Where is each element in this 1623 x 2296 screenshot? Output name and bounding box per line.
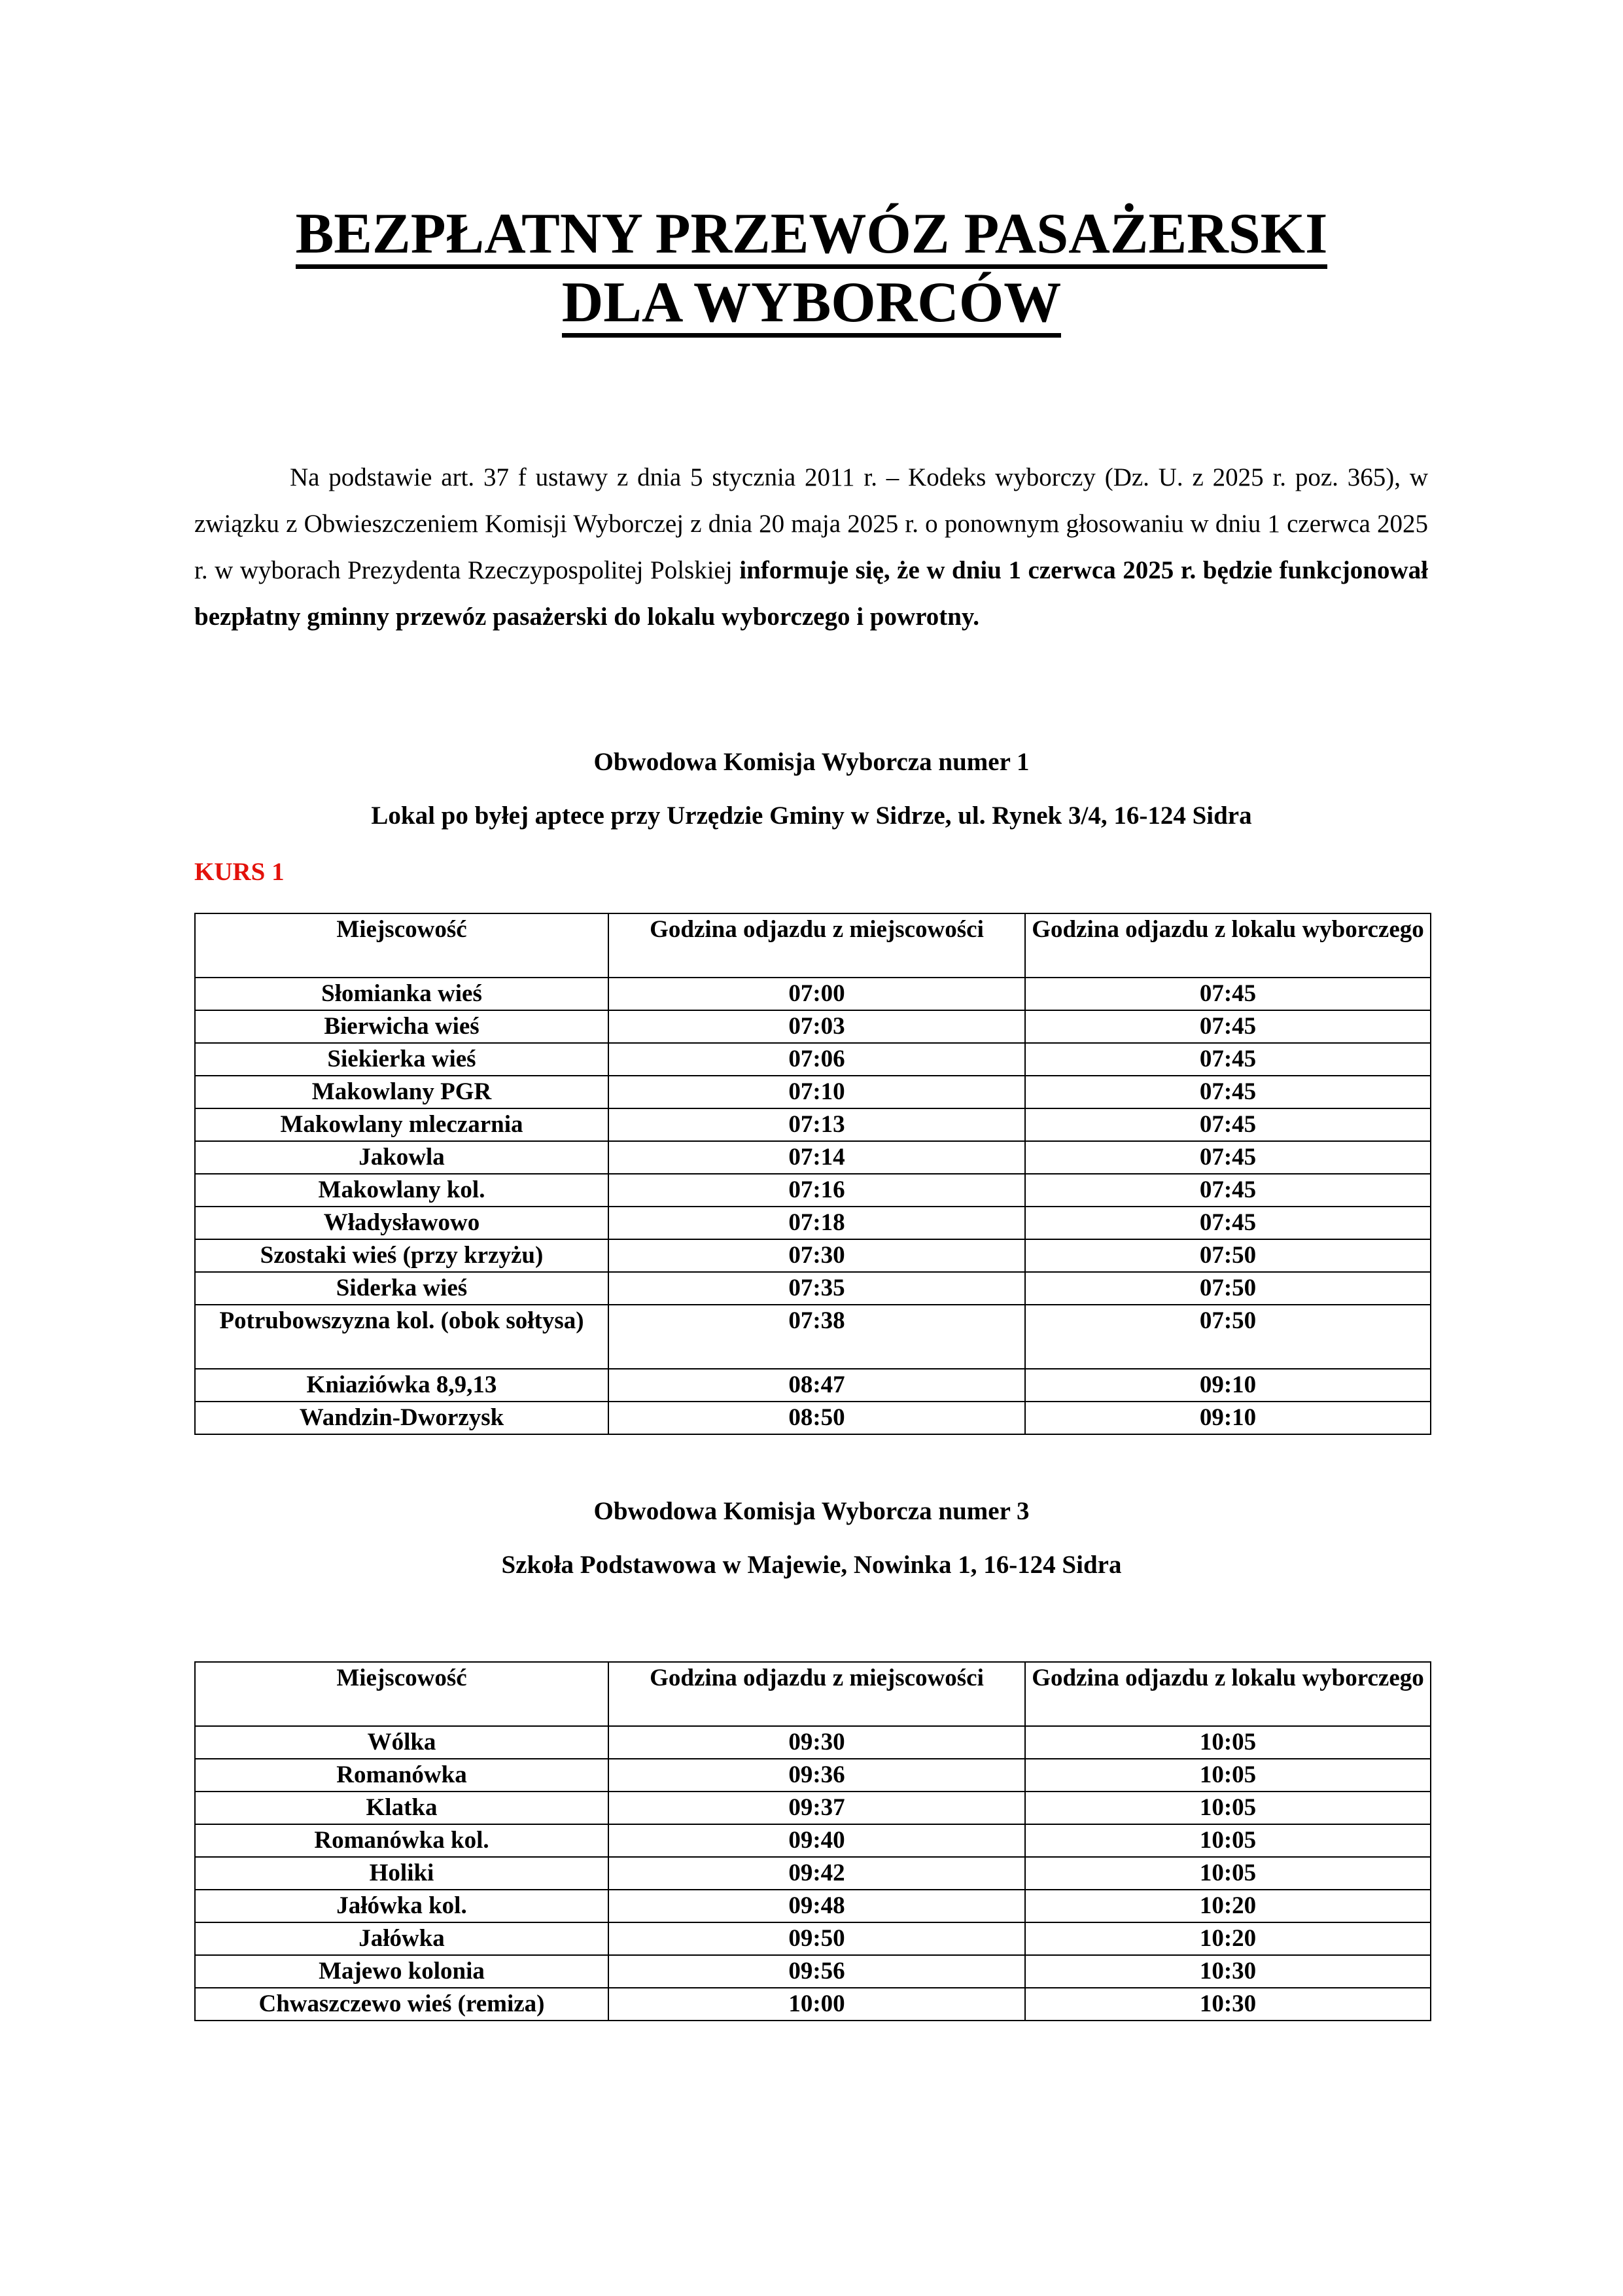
table-row xyxy=(195,1792,1431,1824)
column-header-return: Godzina odjazdu z lokalu wyborczego xyxy=(1025,913,1431,978)
cell-departure-time: 07:00 xyxy=(608,978,1025,1010)
cell-departure-time: 07:16 xyxy=(608,1174,1025,1207)
table-row xyxy=(195,1272,1431,1305)
cell-return-time: 10:30 xyxy=(1025,1988,1431,2021)
intro-text: Na podstawie art. 37 f ustawy z dnia 5 stycznia 2011 r. – Kodeks wyborczy (Dz. U. z 2025 r. poz. 365), w związku z Obwieszczeniem Komisji Wyborczej z dnia 20 maja 2025 r. o ponownym głosowaniu w dniu 1 czerwca 2025 r. w wyborach Prezydenta Rzeczypospolitej Polskiej xyxy=(194,463,1428,584)
table-row xyxy=(195,1922,1431,1955)
cell-return-time: 07:45 xyxy=(1025,1010,1431,1043)
cell-place: Romanówka kol. xyxy=(195,1824,608,1857)
cell-place: Siekierka wieś xyxy=(195,1043,608,1076)
cell-place: Jakowla xyxy=(195,1141,608,1174)
cell-return-time: 07:45 xyxy=(1025,1043,1431,1076)
cell-place: Jałówka xyxy=(195,1922,608,1955)
cell-departure-time: 07:10 xyxy=(608,1076,1025,1108)
cell-departure-time: 09:56 xyxy=(608,1955,1025,1988)
table-row xyxy=(195,1988,1431,2021)
intro-bold-text: informuje się, że w dniu 1 czerwca 2025 r. będzie funkcjonował bezpłatny gminny przewóz pasażerski do lokalu wyborczego i powrotny. xyxy=(194,556,1428,631)
schedule-table-2-body xyxy=(195,1726,1431,2021)
cell-place: Wandzin-Dworzysk xyxy=(195,1402,608,1434)
cell-departure-time: 09:50 xyxy=(608,1922,1025,1955)
intro-paragraph xyxy=(194,454,1428,640)
cell-place: Majewo kolonia xyxy=(195,1955,608,1988)
cell-place: Makowlany mleczarnia xyxy=(195,1108,608,1141)
table-row xyxy=(195,1174,1431,1207)
cell-return-time: 07:45 xyxy=(1025,1108,1431,1141)
column-header-departure: Godzina odjazdu z miejscowości xyxy=(608,1662,1025,1726)
column-header-place: Miejscowość xyxy=(195,1662,608,1726)
table-row xyxy=(195,1141,1431,1174)
cell-departure-time: 08:50 xyxy=(608,1402,1025,1434)
table-row xyxy=(195,1010,1431,1043)
cell-return-time: 09:10 xyxy=(1025,1402,1431,1434)
cell-place: Szostaki wieś (przy krzyżu) xyxy=(195,1239,608,1272)
table-row xyxy=(195,1759,1431,1792)
cell-place: Holiki xyxy=(195,1857,608,1890)
cell-place: Władysławowo xyxy=(195,1207,608,1239)
schedule-table-1-body xyxy=(195,978,1431,1434)
table-row xyxy=(195,1890,1431,1922)
commission-3-venue: Szkoła Podstawowa w Majewie, Nowinka 1, 16-124 Sidra xyxy=(501,1551,1122,1579)
column-header-departure: Godzina odjazdu z miejscowości xyxy=(608,913,1025,978)
cell-return-time: 10:05 xyxy=(1025,1726,1431,1759)
cell-return-time: 10:05 xyxy=(1025,1857,1431,1890)
table-header-row xyxy=(195,913,1431,978)
cell-departure-time: 07:14 xyxy=(608,1141,1025,1174)
commission-1-heading: Obwodowa Komisja Wyborcza numer 1 xyxy=(593,748,1030,776)
cell-return-time: 07:50 xyxy=(1025,1305,1431,1369)
cell-return-time: 07:50 xyxy=(1025,1272,1431,1305)
table-row xyxy=(195,1369,1431,1402)
cell-place: Romanówka xyxy=(195,1759,608,1792)
table-row xyxy=(195,1824,1431,1857)
table-row xyxy=(195,1239,1431,1272)
cell-place: Klatka xyxy=(195,1792,608,1824)
column-header-return: Godzina odjazdu z lokalu wyborczego xyxy=(1025,1662,1431,1726)
cell-return-time: 10:05 xyxy=(1025,1824,1431,1857)
table-row xyxy=(195,1955,1431,1988)
cell-return-time: 10:20 xyxy=(1025,1922,1431,1955)
cell-return-time: 07:45 xyxy=(1025,1141,1431,1174)
cell-return-time: 10:30 xyxy=(1025,1955,1431,1988)
cell-return-time: 07:50 xyxy=(1025,1239,1431,1272)
course-label: KURS 1 xyxy=(194,858,285,886)
cell-departure-time: 07:30 xyxy=(608,1239,1025,1272)
cell-departure-time: 07:38 xyxy=(608,1305,1025,1369)
commission-3-heading: Obwodowa Komisja Wyborcza numer 3 xyxy=(593,1497,1030,1525)
table-row xyxy=(195,1726,1431,1759)
cell-departure-time: 09:37 xyxy=(608,1792,1025,1824)
cell-departure-time: 09:42 xyxy=(608,1857,1025,1890)
cell-place: Chwaszczewo wieś (remiza) xyxy=(195,1988,608,2021)
cell-return-time: 07:45 xyxy=(1025,1076,1431,1108)
cell-place: Kniaziówka 8,9,13 xyxy=(195,1369,608,1402)
schedule-table-1 xyxy=(194,913,1431,1435)
cell-return-time: 10:05 xyxy=(1025,1759,1431,1792)
table-header-row xyxy=(195,1662,1431,1726)
cell-place: Makowlany PGR xyxy=(195,1076,608,1108)
cell-departure-time: 07:06 xyxy=(608,1043,1025,1076)
table-row xyxy=(195,1076,1431,1108)
cell-place: Makowlany kol. xyxy=(195,1174,608,1207)
cell-departure-time: 07:35 xyxy=(608,1272,1025,1305)
cell-return-time: 07:45 xyxy=(1025,1207,1431,1239)
cell-departure-time: 09:48 xyxy=(608,1890,1025,1922)
cell-departure-time: 09:36 xyxy=(608,1759,1025,1792)
table-row xyxy=(195,1207,1431,1239)
table-row xyxy=(195,1043,1431,1076)
cell-departure-time: 07:18 xyxy=(608,1207,1025,1239)
cell-return-time: 07:45 xyxy=(1025,1174,1431,1207)
table-row xyxy=(195,1108,1431,1141)
cell-place: Słomianka wieś xyxy=(195,978,608,1010)
cell-return-time: 10:20 xyxy=(1025,1890,1431,1922)
table-row xyxy=(195,1857,1431,1890)
cell-return-time: 07:45 xyxy=(1025,978,1431,1010)
cell-place: Jałówka kol. xyxy=(195,1890,608,1922)
cell-place: Siderka wieś xyxy=(195,1272,608,1305)
document-title-line-1: BEZPŁATNY PRZEWÓZ PASAŻERSKI xyxy=(0,202,1623,269)
column-header-place: Miejscowość xyxy=(195,913,608,978)
cell-return-time: 10:05 xyxy=(1025,1792,1431,1824)
cell-departure-time: 08:47 xyxy=(608,1369,1025,1402)
cell-departure-time: 09:40 xyxy=(608,1824,1025,1857)
schedule-table-2 xyxy=(194,1661,1431,2021)
table-row xyxy=(195,978,1431,1010)
cell-departure-time: 07:03 xyxy=(608,1010,1025,1043)
cell-departure-time: 10:00 xyxy=(608,1988,1025,2021)
cell-return-time: 09:10 xyxy=(1025,1369,1431,1402)
cell-place: Wólka xyxy=(195,1726,608,1759)
cell-place: Potrubowszyzna kol. (obok sołtysa) xyxy=(195,1305,608,1369)
commission-1-venue: Lokal po byłej aptece przy Urzędzie Gminy w Sidrze, ul. Rynek 3/4, 16-124 Sidra xyxy=(371,802,1252,830)
cell-place: Bierwicha wieś xyxy=(195,1010,608,1043)
cell-departure-time: 07:13 xyxy=(608,1108,1025,1141)
cell-departure-time: 09:30 xyxy=(608,1726,1025,1759)
table-row xyxy=(195,1402,1431,1434)
table-row xyxy=(195,1305,1431,1369)
document-title-line-2: DLA WYBORCÓW xyxy=(0,270,1623,338)
